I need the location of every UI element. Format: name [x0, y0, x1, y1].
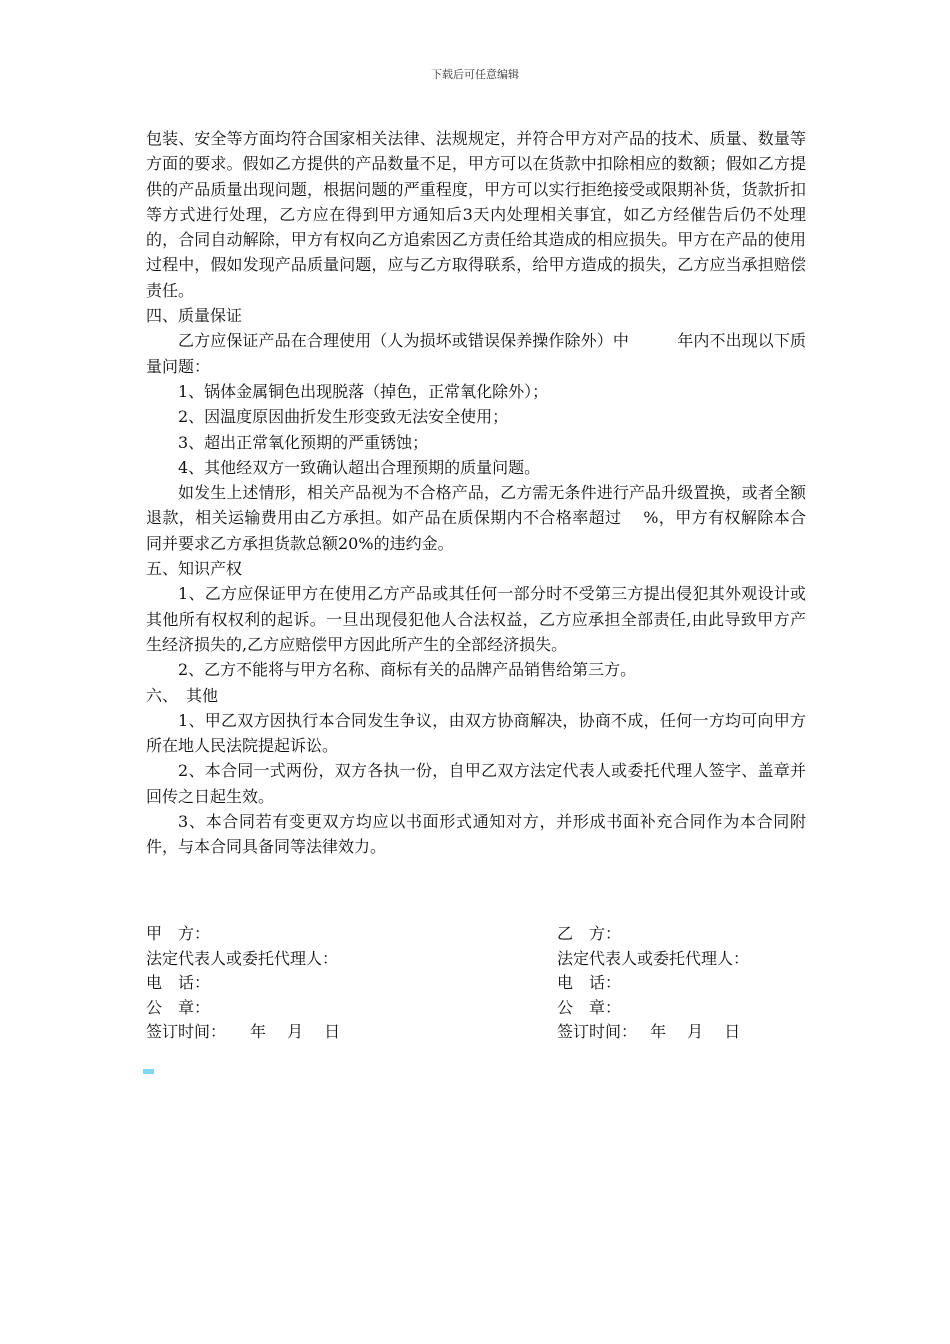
signature-block-party-a — [146, 922, 340, 1045]
quality-item-2: 2、因温度原因曲折发生形变致无法安全使用； — [178, 407, 509, 427]
party-a-label: 甲 方： — [146, 924, 211, 943]
signature-block-party-b — [557, 922, 749, 1045]
ip-item-1: 1、乙方应保证甲方在使用乙方产品或其任何一部分时不受第三方提出侵犯其外观设计或其他所有权权利的起诉。一旦出现侵犯他人合法权益，乙方应承担全部责任,由此导致甲方产生经济损失的,乙方应赔偿甲方因此所产生的全部经济损失。 — [146, 584, 806, 654]
party-a-rep: 法定代表人或委托代理人： — [146, 948, 339, 968]
section-heading-other: 六、 其他 — [146, 685, 219, 705]
party-b-date: 签订时间： 年 月 日 — [557, 1022, 741, 1041]
other-item-2: 2、本合同一式两份，双方各执一份，自甲乙双方法定代表人或委托代理人签字、盖章并回传之日起生效。 — [146, 761, 806, 806]
clause-paragraph: 包装、安全等方面均符合国家相关法律、法规规定，并符合甲方对产品的技术、质量、数量等方面的要求。假如乙方提供的产品数量不足，甲方可以在货款中扣除相应的数额；假如乙方提供的产品质量出现问题，根据问题的严重程度，甲方可以实行拒绝接受或限期补货，货款折扣等方式进行处理，乙方应在得到甲方通知后3天内处理相关事宜，如乙方经催告后仍不处理的，合同自动解除，甲方有权向乙方追索因乙方责任给其造成的相应损失。甲方在产品的使用过程中，假如发现产品质量问题，应与乙方取得联系，给甲方造成的损失，乙方应当承担赔偿责任。 — [146, 129, 806, 300]
quality-item-3: 3、超出正常氧化预期的严重锈蚀； — [178, 432, 429, 452]
quality-intro: 乙方应保证产品在合理使用（人为损坏或错误保养操作除外）中 年内不出现以下质量问题： — [146, 331, 806, 376]
party-b-phone: 电 话： — [557, 973, 622, 992]
contract-body — [146, 126, 806, 860]
section-heading-ip: 五、知识产权 — [146, 559, 243, 579]
other-item-3: 3、本合同若有变更双方均应以书面形式通知对方，并形成书面补充合同作为本合同附件，与本合同具备同等法律效力。 — [146, 812, 806, 857]
quality-item-1: 1、锅体金属铜色出现脱落（掉色，正常氧化除外）； — [178, 381, 549, 401]
page-marker — [143, 1069, 154, 1074]
party-b-rep: 法定代表人或委托代理人： — [557, 948, 750, 968]
other-item-1: 1、甲乙双方因执行本合同发生争议，由双方协商解决，协商不成，任何一方均可向甲方所在地人民法院提起诉讼。 — [146, 710, 806, 756]
page-header: 下载后可任意编辑 — [431, 68, 519, 81]
party-a-seal: 公 章： — [146, 997, 211, 1017]
quality-remedy: 如发生上述情形，相关产品视为不合格产品，乙方需无条件进行产品升级置换，或者全额退款，相关运输费用由乙方承担。如产品在质保期内不合格率超过 %，甲方有权解除本合同并要求乙方承担货款总额20%的违约金。 — [146, 483, 806, 553]
section-heading-quality: 四、质量保证 — [146, 306, 243, 326]
party-a-date: 签订时间： 年 月 日 — [146, 1022, 341, 1041]
party-b-seal: 公 章： — [557, 997, 622, 1017]
party-a-phone: 电 话： — [146, 973, 211, 992]
quality-item-4: 4、其他经双方一致确认超出合理预期的质量问题。 — [178, 457, 541, 477]
ip-item-2: 2、乙方不能将与甲方名称、商标有关的品牌产品销售给第三方。 — [178, 660, 637, 680]
party-b-label: 乙 方： — [557, 924, 622, 943]
